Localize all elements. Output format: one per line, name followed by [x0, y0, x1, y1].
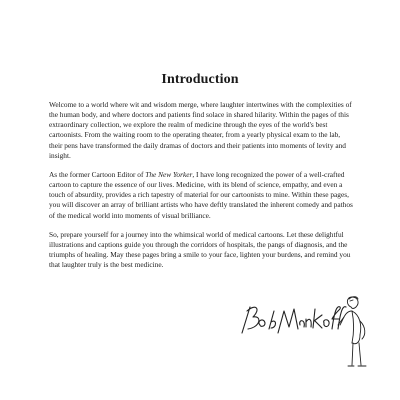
page-title: Introduction [161, 72, 239, 87]
intro-paragraph-3: So, prepare yourself for a journey into the whimsical world of medical cartoons. Let these delightful illustrations and captions guide you through the corridors of hospitals, the pangs of diagnosis, and the triumphs of healing. May these pages bring a smile to your face, lighten your burdens, and remind you that laughter truly is the best medicine. [49, 229, 351, 270]
publication-name: The New Yorker [145, 169, 193, 179]
intro-body [49, 100, 355, 279]
handwritten-signature [242, 307, 346, 333]
signature-sketch-icon [236, 295, 376, 375]
paragraph-2-lead: As the former Cartoon Editor of [49, 169, 146, 179]
intro-paragraph-1: Welcome to a world where wit and wisdom merge, where laughter intertwines with the complexities of the human body, and where doctors and patients find solace in shared hilarity. Within the pages of this extraordinary collection, we explore the realm of medicine through the eyes of the world's best cartoonists. From the waiting room to the operating theater, from a yearly physical exam to the lab, their pens have transformed the daily dramas of doctors and their patients into moments of levity and insight. [49, 100, 352, 160]
paragraph-2-rest: , I have long recognized the power of a well-crafted cartoon to capture the essence of our lives. Medicine, with its blend of science, empathy, and even a touch of absurdity, provides a rich tapestry of material for our cartoonists to mine. Within these pages, you will discover an array of brilliant artists who have deftly translated the inherent comedy and pathos of the medical world into moments of visual brilliance. [49, 169, 353, 220]
cartoonist-figure [338, 297, 366, 366]
intro-paragraph-2 [49, 170, 355, 221]
